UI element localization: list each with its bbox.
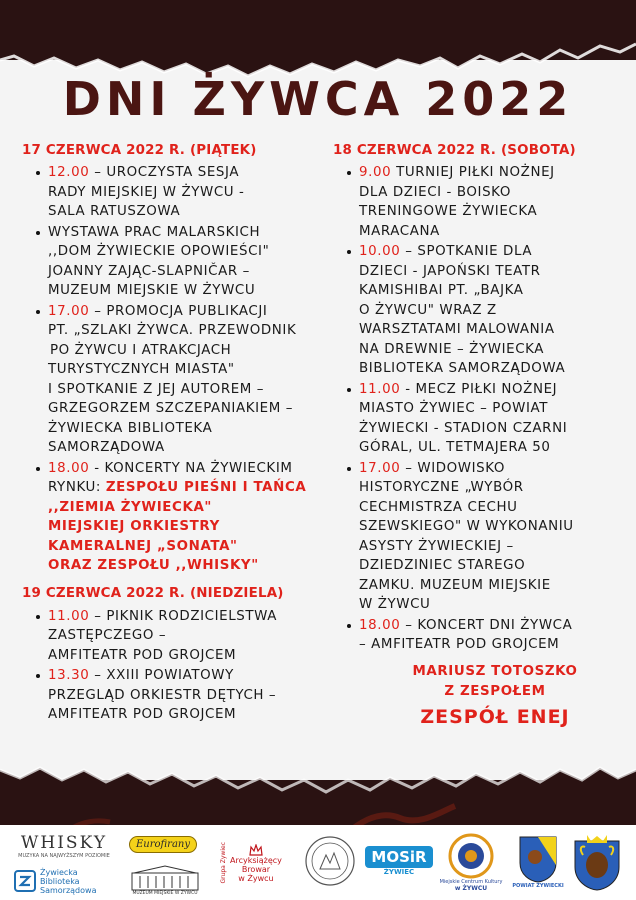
event-line: ZASTĘPCZEGO – xyxy=(48,628,167,643)
society-seal-logo xyxy=(302,833,358,889)
event-item xyxy=(22,666,338,725)
city-crest-icon xyxy=(573,833,621,891)
event-line: PRZEGLĄD ORKIESTR DĘTYCH – xyxy=(48,687,277,703)
event-item xyxy=(22,223,338,301)
event-line: BIBLIOTEKA SAMORZĄDOWA xyxy=(359,361,566,376)
right-column xyxy=(333,143,633,732)
browar-logo xyxy=(220,833,296,893)
eurofirany-name: Eurofirany xyxy=(129,836,197,853)
event-line: AMFITEATR POD GROJCEM xyxy=(48,707,237,722)
whisky-logo xyxy=(14,831,114,861)
browar-mark xyxy=(230,844,282,883)
event-text: RYNKU: xyxy=(48,480,106,495)
city-crest-logo xyxy=(570,831,624,893)
performer-name: ,,ZIEMIA ŻYWIECKA" xyxy=(48,499,212,515)
event-line: ,,DOM ŻYWIECKIE OPOWIEŚCI" xyxy=(48,244,270,259)
event-line xyxy=(359,242,633,262)
event-line xyxy=(359,163,633,183)
seal-icon xyxy=(304,835,356,887)
mosir-city: ŻYWIEC xyxy=(383,868,415,876)
mosir-logo xyxy=(364,839,434,883)
event-line: SZEWSKIEGO" W WYKONANIU xyxy=(359,519,574,534)
event-line: MIASTO ŻYWIEC – POWIAT xyxy=(359,401,549,416)
event-line: ŻYWIECKI - STADION CZARNI xyxy=(359,420,568,436)
day-heading-saturday: 18 CZERWCA 2022 R. (SOBOTA) xyxy=(333,143,576,158)
event-line: GÓRAL, UL. TETMAJERA 50 xyxy=(359,440,551,455)
event-text: – SPOTKANIE DLA xyxy=(400,244,533,259)
event-line xyxy=(48,302,338,322)
event-line: JOANNY ZAJĄC-SLAPNIČAR – xyxy=(48,263,250,279)
event-line: I SPOTKANIE Z JEJ AUTOREM – xyxy=(48,381,265,397)
event-line: PO ŻYWCU I ATRAKCJACH xyxy=(50,342,232,358)
event-line xyxy=(48,478,338,498)
biblioteka-line: Biblioteka xyxy=(40,876,80,886)
sunday-events xyxy=(22,607,338,725)
headline-band: ZESPÓŁ ENEJ xyxy=(420,705,570,728)
friday-events xyxy=(22,163,338,576)
event-line: GRZEGORZEM SZCZEPANIAKIEM – xyxy=(48,401,294,416)
event-line xyxy=(48,459,338,479)
event-line: RADY MIEJSKIEJ W ŻYWCU - xyxy=(48,184,245,200)
event-time: 17.00 xyxy=(359,460,401,476)
event-item xyxy=(333,242,633,379)
biblioteka-line: Samorządowa xyxy=(40,885,97,895)
event-line: KAMISHIBAI PT. „BAJKA xyxy=(359,283,524,298)
event-item xyxy=(22,607,338,666)
day-heading-friday: 17 CZERWCA 2022 R. (PIĄTEK) xyxy=(22,143,257,158)
performer-name: Z ZESPOŁEM xyxy=(444,683,546,699)
headline-performers xyxy=(333,662,633,732)
event-item xyxy=(22,302,338,458)
event-line xyxy=(48,163,338,183)
eurofirany-logo xyxy=(128,833,198,855)
browar-line: Browar xyxy=(241,864,271,874)
performer-name: KAMERALNEJ „SONATA" xyxy=(48,538,238,554)
event-line: NA DREWNIE – ŻYWIECKA xyxy=(359,341,545,357)
biblioteka-logo xyxy=(14,865,118,897)
event-line: DZIECI - JAPOŃSKI TEATR xyxy=(359,263,541,279)
left-column xyxy=(22,143,338,726)
event-line xyxy=(48,666,338,686)
powiat-logo xyxy=(510,829,566,895)
event-line: TRENINGOWE ŻYWIECKA xyxy=(359,204,538,219)
event-text: – PIKNIK RODZICIELSTWA xyxy=(89,608,278,624)
browar-line: w Żywcu xyxy=(238,873,274,883)
saturday-events xyxy=(333,163,633,655)
event-time: 12.00 xyxy=(48,165,90,180)
event-line: DLA DZIECI - BOISKO xyxy=(359,184,511,200)
event-text: – PROMOCJA PUBLIKACJI xyxy=(89,303,268,319)
event-line: MARACANA xyxy=(359,223,440,239)
browar-line: Arcyksiążęcy xyxy=(230,855,282,865)
mck-logo xyxy=(438,829,504,895)
performer-name: MIEJSKIEJ ORKIESTRY xyxy=(48,519,220,534)
performer-name: MARIUSZ TOTOSZKO xyxy=(412,663,578,679)
event-item xyxy=(333,459,633,615)
event-time: 18.00 xyxy=(48,460,90,476)
event-item xyxy=(22,459,338,576)
event-line: ZAMKU. MUZEUM MIEJSKIE xyxy=(359,577,551,593)
event-line xyxy=(359,459,633,479)
day-heading-sunday: 19 CZERWCA 2022 R. (NIEDZIELA) xyxy=(22,585,284,601)
museum-building-icon xyxy=(130,865,200,891)
event-line: HISTORYCZNE „WYBÓR xyxy=(359,480,524,495)
event-line: O ŻYWCU" WRAZ Z xyxy=(359,302,497,318)
page-title: DNI ŻYWCA 2022 xyxy=(62,72,574,126)
muzeum-name: MUZEUM MIEJSKIE W ŻYWCU xyxy=(132,890,198,896)
event-item xyxy=(333,616,633,655)
event-text: TURNIEJ PIŁKI NOŻNEJ xyxy=(391,165,555,180)
performer-name: ORAZ ZESPOŁU ,,WHISKY" xyxy=(48,558,259,573)
muzeum-logo xyxy=(126,861,204,899)
event-line: PT. „SZLAKI ŻYWCA. PRZEWODNIK xyxy=(48,323,297,338)
library-icon xyxy=(14,870,36,892)
event-text: - MECZ PIŁKI NOŻNEJ xyxy=(400,381,558,397)
event-line: W ŻYWCU xyxy=(359,597,431,612)
event-text: – WIDOWISKO xyxy=(400,460,506,476)
event-time: 17.00 xyxy=(48,303,90,319)
event-time: 13.30 xyxy=(48,668,90,683)
event-line xyxy=(359,616,633,636)
event-time: 11.00 xyxy=(48,608,90,624)
mck-emblem-icon xyxy=(448,833,494,879)
event-time: 11.00 xyxy=(359,381,401,397)
event-item xyxy=(22,163,338,222)
event-line: SALA RATUSZOWA xyxy=(48,204,181,219)
event-time: 18.00 xyxy=(359,617,401,633)
browar-group: Grupa Żywiec xyxy=(220,842,227,884)
event-line: – AMFITEATR POD GROJCEM xyxy=(359,637,560,652)
event-line: WYSTAWA PRAC MALARSKICH xyxy=(48,224,261,240)
event-text: – KONCERT DNI ŻYWCA xyxy=(400,617,573,633)
event-line: DZIEDZINIEC STAREGO xyxy=(359,558,526,573)
powiat-name: POWIAT ŻYWIECKI xyxy=(512,883,564,889)
event-text: – UROCZYSTA SESJA xyxy=(89,165,240,180)
powiat-crest-icon xyxy=(518,835,558,883)
sponsors-bar xyxy=(0,825,636,900)
crown-icon xyxy=(249,844,263,856)
event-line: MUZEUM MIEJSKIE W ŻYWCU xyxy=(48,283,256,298)
event-line: AMFITEATR POD GROJCEM xyxy=(48,647,237,663)
mck-city: w ŻYWCU xyxy=(454,884,488,892)
event-line: SAMORZĄDOWA xyxy=(48,440,165,455)
biblioteka-line: Żywiecka xyxy=(40,867,78,877)
event-text: - KONCERTY NA ŻYWIECKIM xyxy=(89,460,293,476)
whisky-name: WHISKY xyxy=(20,833,108,853)
event-line xyxy=(359,380,633,400)
event-item xyxy=(333,380,633,458)
event-line: CECHMISTRZA CECHU xyxy=(359,499,518,515)
event-line: WARSZTATAMI MALOWANIA xyxy=(359,322,555,337)
event-item xyxy=(333,163,633,241)
event-text: – XXIII POWIATOWY xyxy=(89,668,234,683)
event-line: ASYSTY ŻYWIECKIEJ – xyxy=(359,538,514,554)
performer-name: ZESPOŁU PIEŚNI I TAŃCA xyxy=(105,480,307,495)
event-line: TURYSTYCZNYCH MIASTA" xyxy=(48,362,235,377)
mosir-name: MOSiR xyxy=(365,846,432,868)
event-time: 10.00 xyxy=(359,244,401,259)
event-time: 9.00 xyxy=(359,165,392,180)
whisky-tagline: MUZYKA NA NAJWYŻSZYM POZIOMIE xyxy=(18,853,110,859)
biblioteka-text xyxy=(40,868,96,895)
event-line xyxy=(48,607,338,627)
event-line: ŻYWIECKA BIBLIOTEKA xyxy=(48,420,213,436)
mck-name: Miejskie Centrum Kultury xyxy=(439,878,503,885)
